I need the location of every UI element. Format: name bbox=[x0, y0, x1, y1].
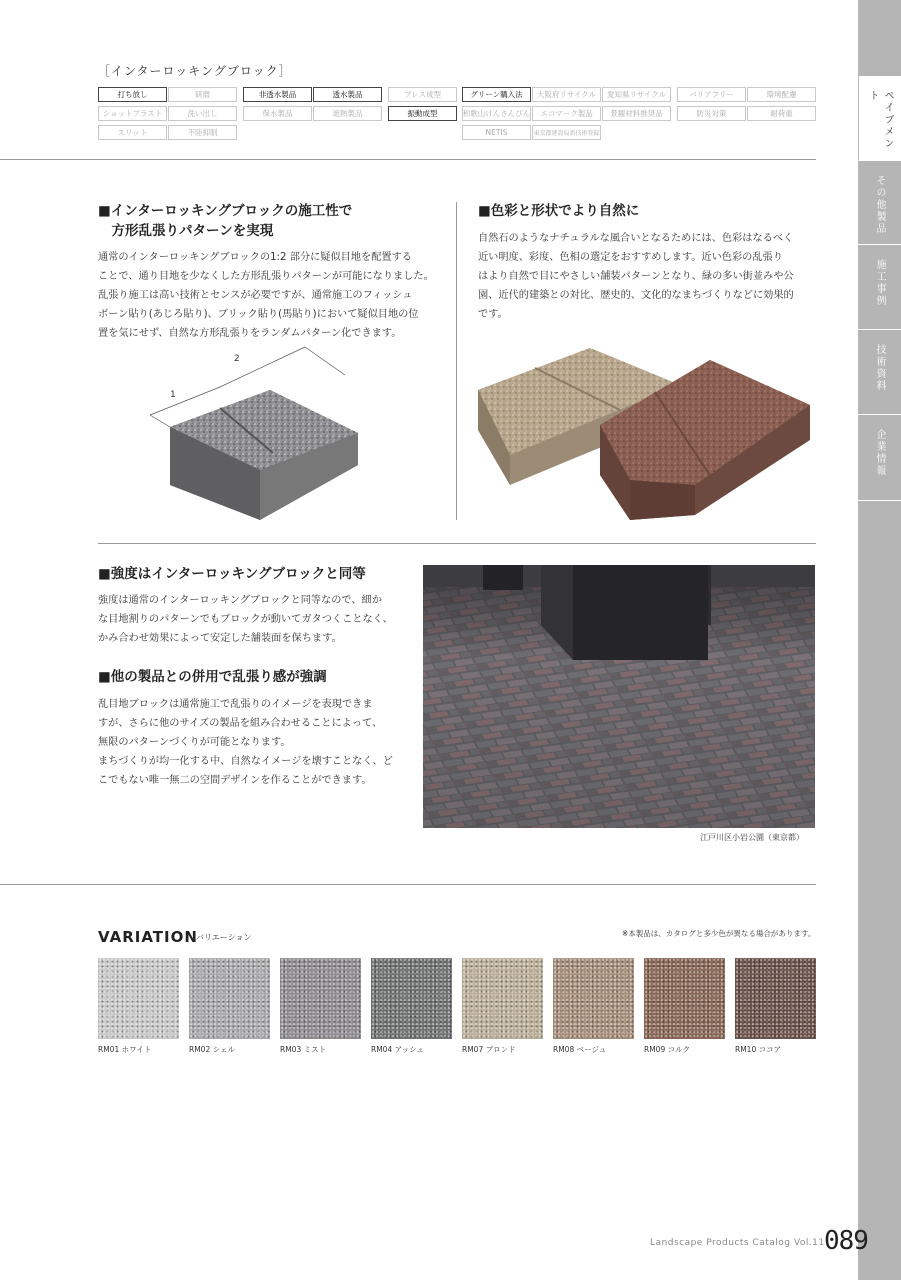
section2-line: です。 bbox=[478, 309, 508, 320]
tag-disaster-prevention: 防災対策 bbox=[677, 106, 746, 121]
tag-netis: NETIS bbox=[462, 125, 531, 140]
tag-uchihanashi: 打ち放し bbox=[98, 87, 167, 102]
dim-label-1: 1 bbox=[170, 390, 176, 400]
section3-line: な目地割りのパターンでもブロックが動いてガタつくことなく、 bbox=[98, 614, 393, 625]
section4-heading: ■他の製品との併用で乱張り感が強調 bbox=[98, 669, 327, 685]
tag-permeable: 透水製品 bbox=[313, 87, 382, 102]
divider-middle bbox=[98, 543, 816, 544]
color-swatch bbox=[98, 958, 179, 1039]
tag-water-retentive: 保水製品 bbox=[243, 106, 312, 121]
side-tab-case-studies[interactable] bbox=[858, 245, 901, 330]
color-swatch-label: RM10 ココア bbox=[735, 1045, 782, 1054]
tag-tokyo-new-tech: 東京都建設局新技術登録 bbox=[532, 125, 601, 140]
color-swatch-label: RM01 ホワイト bbox=[98, 1045, 152, 1054]
tag-ecomark: エコマーク製品 bbox=[532, 106, 601, 121]
variation-subtitle: バリエーション bbox=[196, 933, 252, 942]
tag-vibration-molded: 振動成型 bbox=[388, 106, 457, 121]
tag-kenma: 研磨 bbox=[168, 87, 237, 102]
side-tab-label: 技術資料 bbox=[874, 344, 885, 392]
tag-barrier-free: バリアフリー bbox=[677, 87, 746, 102]
color-swatch bbox=[553, 958, 634, 1039]
section3-line: 強度は通常のインターロッキングブロックと同等なので、細か bbox=[98, 595, 382, 606]
category-title: ［インターロッキングブロック］ bbox=[98, 64, 292, 78]
tag-press-molded: プレス成型 bbox=[388, 87, 457, 102]
tag-landscape-recommended: 景観材料推奨品 bbox=[602, 106, 671, 121]
two-blocks-photo bbox=[470, 330, 815, 525]
section4-line: すが、さらに他のサイズの製品を組み合わせることによって、 bbox=[98, 718, 383, 729]
color-swatch bbox=[280, 958, 361, 1039]
tag-osaka-recycle: 大阪府リサイクル bbox=[532, 87, 601, 102]
divider-top bbox=[0, 159, 816, 160]
variation-note: ※本製品は、カタログと多少色が異なる場合があります。 bbox=[622, 929, 816, 938]
side-tab-company-info[interactable] bbox=[858, 415, 901, 501]
section2-line: 自然石のようなナチュラルな風合いとなるためには、色彩はなるべく bbox=[478, 233, 794, 244]
tag-slit: スリット bbox=[98, 125, 167, 140]
side-tab-label: その他製品 bbox=[874, 175, 885, 235]
section1-body bbox=[98, 248, 448, 343]
side-tab-label: ペイブメント bbox=[867, 90, 893, 150]
color-swatch-label: RM08 ベージュ bbox=[553, 1045, 607, 1054]
section2-body bbox=[478, 229, 818, 324]
tag-aichi-recycle: 愛知県リサイクル bbox=[602, 87, 671, 102]
color-swatch-label: RM02 シェル bbox=[189, 1045, 235, 1054]
section2-line: 園、近代的建築との対比、歴史的、文化的なまちづくりなどに効果的 bbox=[478, 290, 794, 301]
section1-line: 置を気にせず、自然な方形乱張りをランダムパターン化できます。 bbox=[98, 328, 402, 339]
section3-line: かみ合わせ効果によって安定した舗装面を保ちます。 bbox=[98, 633, 342, 644]
tag-eco-friendly: 環境配慮 bbox=[747, 87, 816, 102]
section2-line: はより自然で目にやさしい舗装パターンとなり、緑の多い街並みや公 bbox=[478, 271, 794, 282]
section1-line: ボーン貼り(あじろ貼り)、ブリック貼り(馬貼り)において疑似目地の位 bbox=[98, 309, 419, 320]
color-swatch-label: RM09 コルク bbox=[644, 1045, 690, 1054]
section1-heading-line2: 方形乱張りパターンを実現 bbox=[98, 223, 274, 239]
side-tab-other-products[interactable] bbox=[858, 161, 901, 245]
section4-line: まちづくりが均一化する中、自然なイメージを壊すことなく、ど bbox=[98, 756, 393, 767]
color-swatch bbox=[644, 958, 725, 1039]
section3-heading: ■強度はインターロッキングブロックと同等 bbox=[98, 566, 366, 582]
photo-caption: 江戸川区小岩公園（東京都） bbox=[700, 833, 804, 842]
section2-line: 近い明度、彩度、色相の選定をおすすめします。近い色彩の乱張り bbox=[478, 252, 783, 263]
divider-bottom bbox=[0, 884, 816, 885]
section2-heading: ■色彩と形状でより自然に bbox=[478, 203, 640, 219]
section4-line: 乱目地ブロックは通常施工で乱張りのイメージを表現できま bbox=[98, 699, 373, 710]
side-tab-label: 施工事例 bbox=[874, 259, 885, 307]
divider-vertical bbox=[456, 202, 457, 520]
section1-line: 通常のインターロッキングブロックの1:2 部分に疑似目地を配置する bbox=[98, 252, 412, 263]
section1-line: 乱張り施工は高い技術とセンスが必要ですが、通常施工のフィッシュ bbox=[98, 290, 413, 301]
section4-line: こでもない唯一無二の空間デザインを作ることができます。 bbox=[98, 775, 372, 786]
tag-heat-shield: 遮熱製品 bbox=[313, 106, 382, 121]
tag-load-bearing: 耐荷重 bbox=[747, 106, 816, 121]
color-swatch bbox=[371, 958, 452, 1039]
dim-line-2 bbox=[220, 347, 305, 387]
block-dimension-diagram bbox=[140, 345, 370, 525]
side-tab-pavement[interactable] bbox=[858, 76, 901, 161]
side-tab-technical-data[interactable] bbox=[858, 330, 901, 415]
color-swatch-label: RM07 ブロンド bbox=[462, 1045, 516, 1054]
section1-heading bbox=[98, 201, 352, 241]
page-number: 089 bbox=[824, 1226, 868, 1256]
side-tab-label: 企業情報 bbox=[874, 429, 885, 477]
section1-heading-line1: ■インターロッキングブロックの施工性で bbox=[98, 203, 353, 219]
dim-line-1 bbox=[150, 387, 220, 415]
color-swatch bbox=[462, 958, 543, 1039]
color-swatch-label: RM03 ミスト bbox=[280, 1045, 327, 1054]
side-nav bbox=[858, 0, 901, 1280]
tag-araidashi: 洗い出し bbox=[168, 106, 237, 121]
tag-wakayama: 和歌山けんさんぴん bbox=[462, 106, 531, 121]
color-swatch bbox=[735, 958, 816, 1039]
footer-catalog-name: Landscape Products Catalog Vol.11 bbox=[650, 1238, 825, 1248]
color-swatch bbox=[189, 958, 270, 1039]
tag-unevenness-control: 不陸抑制 bbox=[168, 125, 237, 140]
section3-body bbox=[98, 591, 418, 648]
dim-label-2: 2 bbox=[234, 354, 240, 364]
tag-non-permeable: 非透水製品 bbox=[243, 87, 312, 102]
tag-shot-blast: ショットブラスト bbox=[98, 106, 167, 121]
variation-title: VARIATION bbox=[98, 928, 198, 946]
section4-line: 無限のパターンづくりが可能となります。 bbox=[98, 737, 291, 748]
tag-green-purchase: グリーン購入法 bbox=[462, 87, 531, 102]
section1-line: ことで、通り目地を少なくした方形乱張りパターンが可能になりました。 bbox=[98, 271, 434, 282]
color-swatch-label: RM04 アッシュ bbox=[371, 1045, 424, 1054]
paving-photo bbox=[423, 565, 815, 828]
section4-body bbox=[98, 695, 418, 790]
